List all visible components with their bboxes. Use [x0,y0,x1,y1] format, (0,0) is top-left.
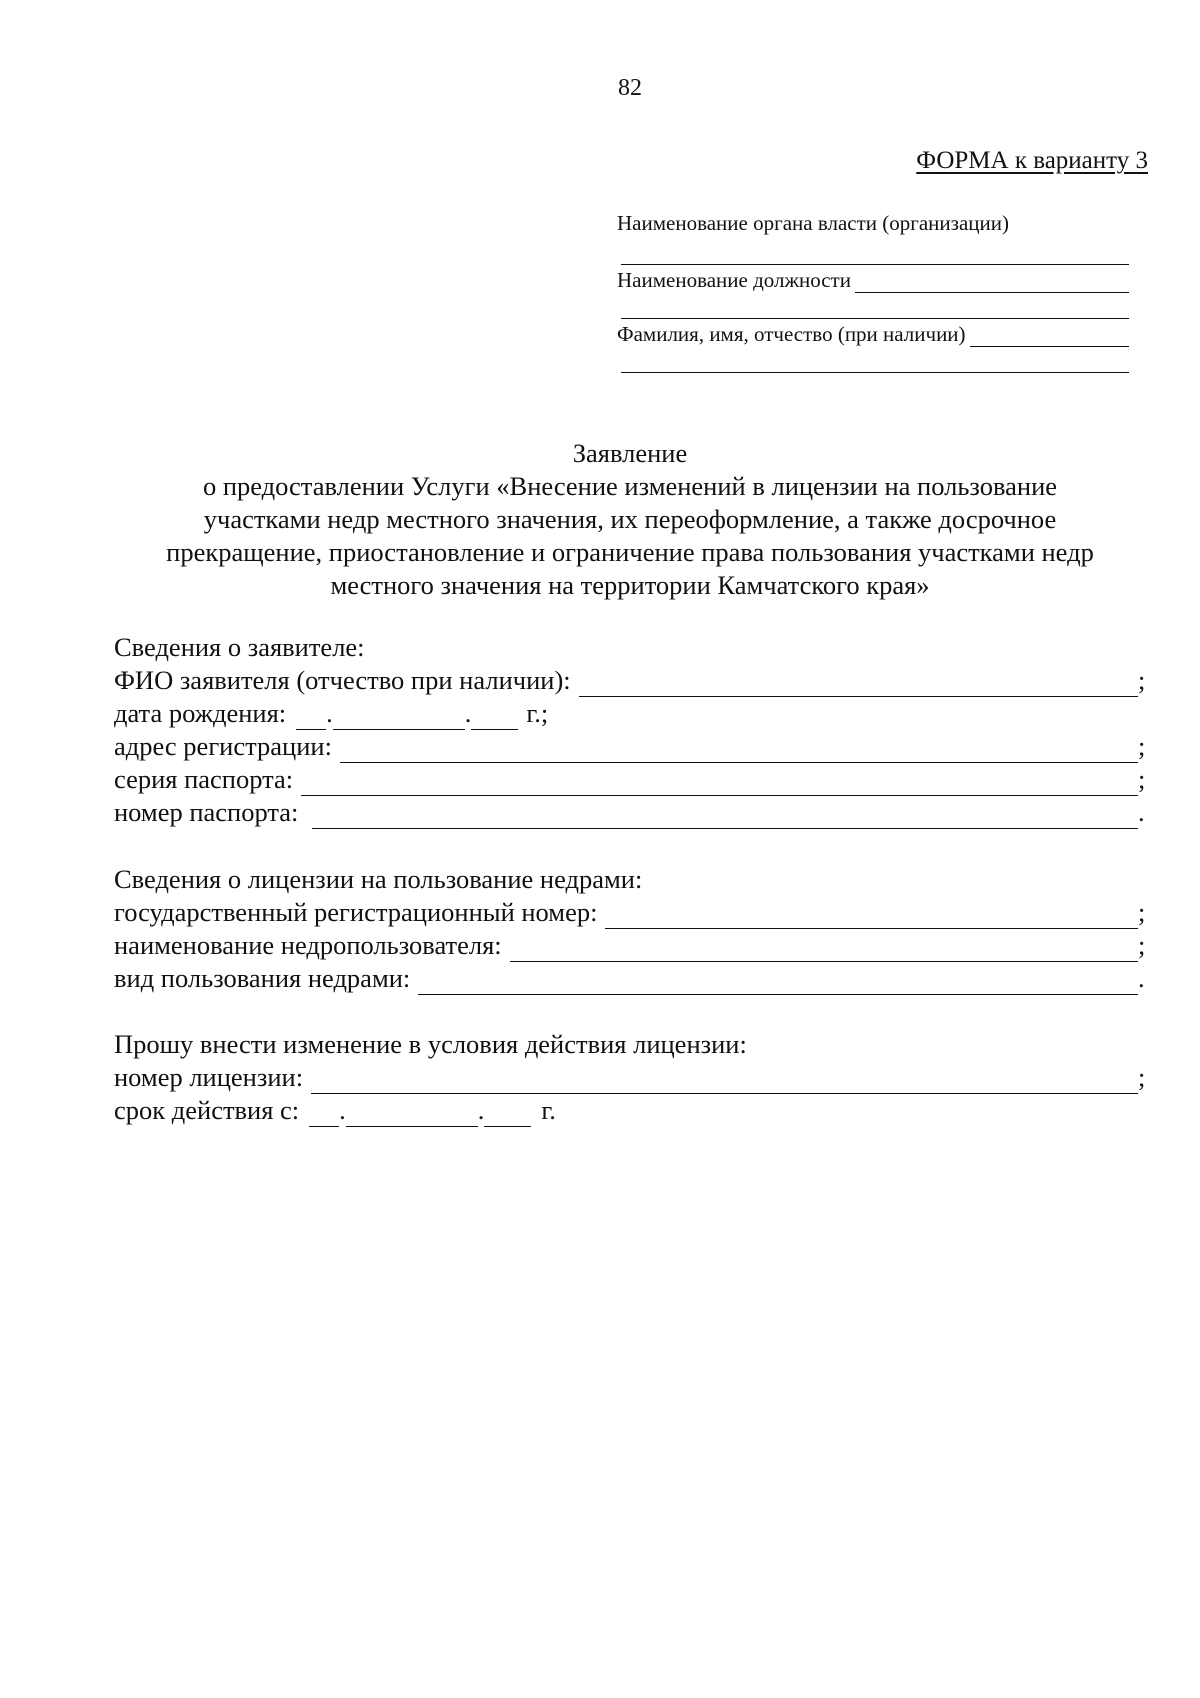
passport-series-label: серия паспорта: [114,764,294,794]
semicolon: ; [1138,930,1146,960]
birth-month-field[interactable] [333,705,465,730]
passport-series-row [114,763,1148,796]
applicant-fio-label: ФИО заявителя (отчество при наличии): [114,665,571,695]
position-blank-2[interactable] [621,293,1129,319]
fio-addressee-label: Фамилия, имя, отчество (при наличии) [617,322,966,346]
license-number-label: номер лицензии: [114,1062,304,1092]
license-heading: Сведения о лицензии на пользование недрами: [114,864,643,894]
fio-line [617,319,1129,347]
fio-addressee-blank-2[interactable] [621,347,1129,373]
semicolon: ; [1138,665,1146,695]
passport-series-field[interactable] [301,771,1138,796]
request-heading: Прошу внести изменение в условия действия лицензии: [114,1029,747,1059]
usage-type-row [114,962,1148,995]
term-day-field[interactable] [309,1102,339,1127]
application-title [120,437,1140,602]
birth-date-row [114,697,1148,730]
term-month-field[interactable] [346,1102,478,1127]
reg-number-row [114,896,1148,929]
applicant-fio-row [114,664,1148,697]
applicant-section [114,631,1148,829]
applicant-heading: Сведения о заявителе: [114,632,365,662]
usage-type-label: вид пользования недрами: [114,963,411,993]
title-line: участками недр местного значения, их переоформление, а также досрочное [203,504,1057,534]
request-section [114,1028,1148,1127]
license-section [114,863,1148,995]
semicolon: ; [1138,1062,1146,1092]
usage-type-field[interactable] [418,970,1138,995]
organ-blank[interactable] [621,236,1129,265]
year-suffix: г.; [526,698,549,728]
position-blank[interactable] [855,275,1129,293]
year-suffix: г. [541,1095,556,1125]
addressee-block [617,208,1129,373]
passport-number-label: номер паспорта: [114,797,299,827]
address-field[interactable] [340,738,1138,763]
request-heading-row [114,1028,1148,1061]
organ-line [617,208,1129,236]
position-line [617,265,1129,293]
license-number-row [114,1061,1148,1094]
date-dot: . [477,1095,485,1125]
semicolon: ; [1138,764,1146,794]
title-line: местного значения на территории Камчатского края» [330,570,930,600]
date-dot: . [464,698,472,728]
semicolon: ; [1138,897,1146,927]
title-line: о предоставлении Услуги «Внесение изменений в лицензии на пользование [202,471,1058,501]
birth-date-label: дата рождения: [114,698,287,728]
reg-number-label: государственный регистрационный номер: [114,897,598,927]
license-heading-row [114,863,1148,896]
date-dot: . [339,1095,346,1125]
period: . [1138,963,1145,993]
title-heading: Заявление [572,438,688,468]
user-name-row [114,929,1148,962]
passport-number-field[interactable] [312,804,1138,829]
address-label: адрес регистрации: [114,731,332,761]
form-label: ФОРМА к варианту 3 [916,147,1148,174]
semicolon: ; [1138,731,1146,761]
term-label: срок действия с: [114,1095,300,1125]
title-line: прекращение, приостановление и ограничение права пользования участками недр [166,537,1094,567]
user-name-field[interactable] [510,937,1138,962]
organ-label: Наименование органа власти (организации) [617,211,1009,235]
address-row [114,730,1148,763]
page-number: 82 [618,75,642,101]
term-year-field[interactable] [484,1102,531,1127]
birth-day-field[interactable] [296,705,326,730]
position-label: Наименование должности [617,268,851,292]
term-row [114,1094,1148,1127]
period: . [1138,797,1145,827]
fio-addressee-blank[interactable] [970,329,1129,347]
reg-number-field[interactable] [605,904,1138,929]
applicant-heading-row [114,631,1148,664]
license-number-field[interactable] [311,1069,1138,1094]
date-dot: . [326,698,333,728]
user-name-label: наименование недропользователя: [114,930,502,960]
passport-number-row [114,796,1148,829]
birth-year-field[interactable] [471,705,518,730]
applicant-fio-field[interactable] [579,672,1138,697]
